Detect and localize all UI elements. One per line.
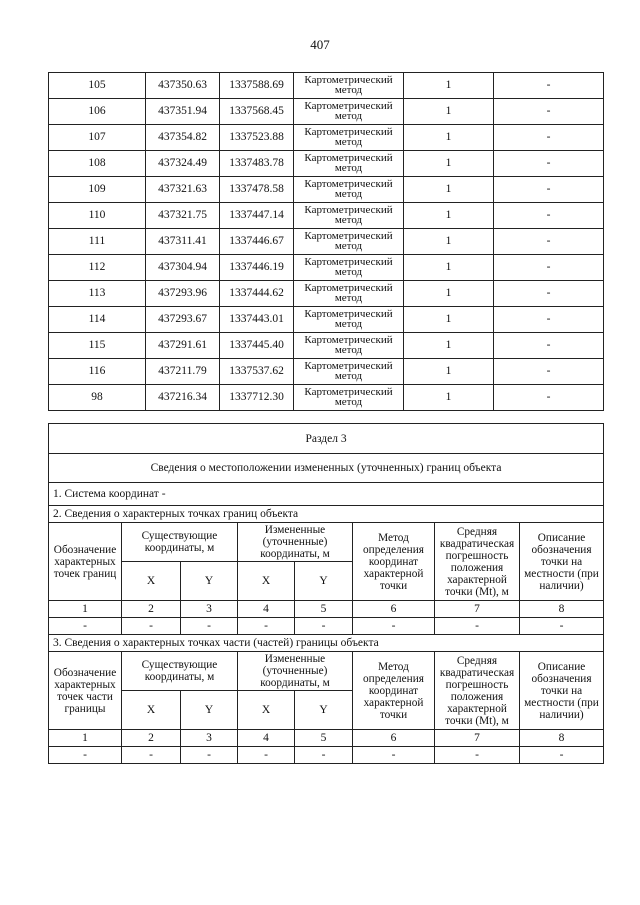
- point-accuracy: 1: [404, 333, 494, 359]
- point-id: 110: [49, 203, 146, 229]
- point-id: 114: [49, 307, 146, 333]
- empty-cell: -: [181, 747, 238, 764]
- point-description: -: [494, 177, 604, 203]
- point-description: -: [494, 385, 604, 411]
- point-accuracy: 1: [404, 385, 494, 411]
- point-description: -: [494, 151, 604, 177]
- changed-coords-header: Измененные (уточненные) координаты, м: [238, 652, 353, 691]
- designation-header: Обозначение характерных точек границ: [49, 523, 122, 601]
- section-subtitle: Сведения о местоположении измененных (уточненных) границ объекта: [49, 454, 604, 483]
- point-id: 112: [49, 255, 146, 281]
- x-header: X: [122, 691, 181, 730]
- point-method: Картометрический метод: [294, 99, 404, 125]
- point-y: 1337447.14: [220, 203, 294, 229]
- empty-cell: -: [520, 618, 604, 635]
- point-row: [49, 281, 604, 307]
- table2-header-row: [49, 523, 604, 562]
- point-description: -: [494, 125, 604, 151]
- point-accuracy: 1: [404, 281, 494, 307]
- point-accuracy: 1: [404, 99, 494, 125]
- point-method: Картометрический метод: [294, 73, 404, 99]
- point-description: -: [494, 333, 604, 359]
- empty-cell: -: [49, 618, 122, 635]
- column-number: 6: [353, 601, 435, 618]
- point-y: 1337446.19: [220, 255, 294, 281]
- coordinate-system: 1. Система координат -: [49, 483, 604, 506]
- existing-coords-header: Существующие координаты, м: [122, 523, 238, 562]
- point-id: 116: [49, 359, 146, 385]
- point-accuracy: 1: [404, 359, 494, 385]
- point-y: 1337478.58: [220, 177, 294, 203]
- x-header: X: [238, 691, 295, 730]
- point-accuracy: 1: [404, 307, 494, 333]
- point-method: Картометрический метод: [294, 203, 404, 229]
- point-y: 1337446.67: [220, 229, 294, 255]
- point-accuracy: 1: [404, 203, 494, 229]
- empty-cell: -: [295, 618, 353, 635]
- point-description: -: [494, 73, 604, 99]
- point-id: 98: [49, 385, 146, 411]
- point-method: Картометрический метод: [294, 151, 404, 177]
- method-header: Метод определения координат характерной точки: [353, 652, 435, 730]
- point-accuracy: 1: [404, 73, 494, 99]
- empty-cell: -: [122, 747, 181, 764]
- column-number: 1: [49, 730, 122, 747]
- accuracy-header: Средняя квадратическая погрешность положения характерной точки (Mt), м: [435, 652, 520, 730]
- point-id: 111: [49, 229, 146, 255]
- column-number: 7: [435, 730, 520, 747]
- point-x: 437350.63: [146, 73, 220, 99]
- point-method: Картометрический метод: [294, 359, 404, 385]
- point-x: 437321.63: [146, 177, 220, 203]
- y-header: Y: [181, 562, 238, 601]
- point-row: [49, 385, 604, 411]
- point-description: -: [494, 99, 604, 125]
- point-y: 1337712.30: [220, 385, 294, 411]
- empty-cell: -: [238, 747, 295, 764]
- empty-cell: -: [295, 747, 353, 764]
- point-y: 1337588.69: [220, 73, 294, 99]
- point-description: -: [494, 307, 604, 333]
- column-number: 7: [435, 601, 520, 618]
- x-header: X: [122, 562, 181, 601]
- point-row: [49, 151, 604, 177]
- point-row: [49, 359, 604, 385]
- point-id: 107: [49, 125, 146, 151]
- point-method: Картометрический метод: [294, 177, 404, 203]
- point-row: [49, 73, 604, 99]
- x-header: X: [238, 562, 295, 601]
- column-number: 3: [181, 730, 238, 747]
- description-header: Описание обозначения точки на местности (при наличии): [520, 652, 604, 730]
- point-y: 1337444.62: [220, 281, 294, 307]
- point-accuracy: 1: [404, 177, 494, 203]
- point-row: [49, 177, 604, 203]
- point-x: 437216.34: [146, 385, 220, 411]
- point-x: 437311.41: [146, 229, 220, 255]
- table3-number-row: [49, 730, 604, 747]
- point-x: 437354.82: [146, 125, 220, 151]
- point-method: Картометрический метод: [294, 307, 404, 333]
- empty-cell: -: [435, 747, 520, 764]
- point-row: [49, 99, 604, 125]
- table3-header-row: [49, 652, 604, 691]
- points-table: [48, 72, 604, 411]
- designation-header: Обозначение характерных точек части границы: [49, 652, 122, 730]
- point-description: -: [494, 203, 604, 229]
- empty-cell: -: [122, 618, 181, 635]
- point-method: Картометрический метод: [294, 229, 404, 255]
- point-id: 115: [49, 333, 146, 359]
- changed-coords-header: Измененные (уточненные) координаты, м: [238, 523, 353, 562]
- point-x: 437351.94: [146, 99, 220, 125]
- point-y: 1337523.88: [220, 125, 294, 151]
- empty-cell: -: [181, 618, 238, 635]
- point-row: [49, 333, 604, 359]
- point-accuracy: 1: [404, 229, 494, 255]
- point-x: 437211.79: [146, 359, 220, 385]
- table2-empty-row: [49, 618, 604, 635]
- empty-cell: -: [353, 747, 435, 764]
- column-number: 6: [353, 730, 435, 747]
- empty-cell: -: [353, 618, 435, 635]
- column-number: 3: [181, 601, 238, 618]
- column-number: 4: [238, 730, 295, 747]
- boundary-points-heading: 2. Сведения о характерных точках границ объекта: [49, 506, 604, 523]
- point-description: -: [494, 359, 604, 385]
- point-method: Картометрический метод: [294, 125, 404, 151]
- point-method: Картометрический метод: [294, 333, 404, 359]
- column-number: 8: [520, 601, 604, 618]
- y-header: Y: [295, 562, 353, 601]
- point-accuracy: 1: [404, 255, 494, 281]
- column-number: 8: [520, 730, 604, 747]
- point-method: Картометрический метод: [294, 255, 404, 281]
- column-number: 2: [122, 601, 181, 618]
- empty-cell: -: [520, 747, 604, 764]
- point-x: 437293.67: [146, 307, 220, 333]
- point-accuracy: 1: [404, 125, 494, 151]
- description-header: Описание обозначения точки на местности (при наличии): [520, 523, 604, 601]
- section-table: [48, 423, 604, 764]
- empty-cell: -: [238, 618, 295, 635]
- point-id: 113: [49, 281, 146, 307]
- column-number: 5: [295, 730, 353, 747]
- y-header: Y: [181, 691, 238, 730]
- point-y: 1337568.45: [220, 99, 294, 125]
- table2-number-row: [49, 601, 604, 618]
- point-description: -: [494, 281, 604, 307]
- point-row: [49, 203, 604, 229]
- point-row: [49, 229, 604, 255]
- point-x: 437291.61: [146, 333, 220, 359]
- point-method: Картометрический метод: [294, 385, 404, 411]
- point-accuracy: 1: [404, 151, 494, 177]
- empty-cell: -: [49, 747, 122, 764]
- point-row: [49, 125, 604, 151]
- empty-cell: -: [435, 618, 520, 635]
- column-number: 2: [122, 730, 181, 747]
- point-id: 109: [49, 177, 146, 203]
- point-x: 437304.94: [146, 255, 220, 281]
- section-title: Раздел 3: [49, 424, 604, 454]
- point-x: 437293.96: [146, 281, 220, 307]
- column-number: 4: [238, 601, 295, 618]
- point-id: 108: [49, 151, 146, 177]
- point-x: 437324.49: [146, 151, 220, 177]
- point-y: 1337443.01: [220, 307, 294, 333]
- accuracy-header: Средняя квадратическая погрешность положения характерной точки (Mt), м: [435, 523, 520, 601]
- point-y: 1337445.40: [220, 333, 294, 359]
- point-method: Картометрический метод: [294, 281, 404, 307]
- page-number: 407: [310, 37, 330, 52]
- method-header: Метод определения координат характерной точки: [353, 523, 435, 601]
- point-y: 1337537.62: [220, 359, 294, 385]
- point-description: -: [494, 229, 604, 255]
- column-number: 1: [49, 601, 122, 618]
- existing-coords-header: Существующие координаты, м: [122, 652, 238, 691]
- table3-empty-row: [49, 747, 604, 764]
- point-description: -: [494, 255, 604, 281]
- column-number: 5: [295, 601, 353, 618]
- point-id: 106: [49, 99, 146, 125]
- point-x: 437321.75: [146, 203, 220, 229]
- point-y: 1337483.78: [220, 151, 294, 177]
- part-boundary-heading: 3. Сведения о характерных точках части (частей) границы объекта: [49, 635, 604, 652]
- y-header: Y: [295, 691, 353, 730]
- point-row: [49, 307, 604, 333]
- point-id: 105: [49, 73, 146, 99]
- point-row: [49, 255, 604, 281]
